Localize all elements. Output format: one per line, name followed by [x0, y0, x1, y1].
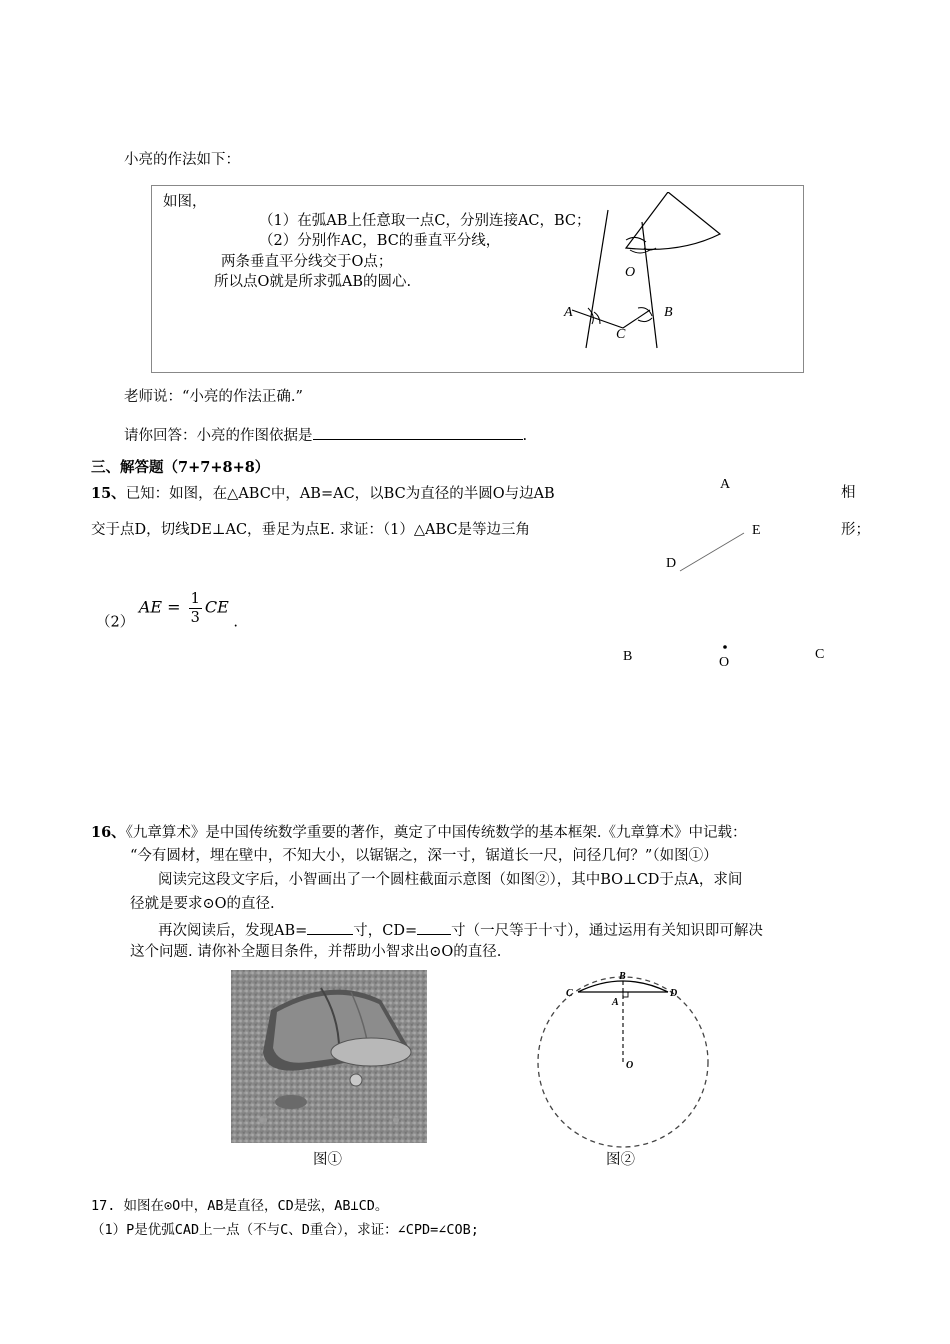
q15-number: 15、	[91, 485, 126, 502]
q16-line-6: 这个问题. 请你补全题目条件，并帮助小智求出⊙O的直径.	[130, 944, 502, 960]
formula-fraction	[189, 590, 202, 627]
fig15-label-d: D	[666, 556, 677, 571]
fig-label-a: A	[564, 305, 573, 320]
fig-label-o: O	[625, 265, 636, 280]
section-heading: 三、解答题（7+7+8+8）	[91, 459, 270, 476]
q16-line-1	[91, 824, 747, 842]
fig15-label-c: C	[815, 647, 825, 662]
circle-section-diagram	[530, 962, 720, 1152]
q15-part-2-suffix: .	[233, 614, 239, 631]
answer-blank[interactable]	[313, 425, 523, 440]
cd-blank[interactable]	[417, 920, 451, 935]
q16-line-3: 阅读完这段文字后，小智画出了一个圆柱截面示意图（如图②），其中BO⊥CD于点A，求间	[158, 872, 743, 888]
caption-figure-1: 图①	[313, 1152, 342, 1168]
teacher-comment: 老师说：“小亮的作法正确.”	[124, 389, 303, 405]
formula-rhs: CE	[204, 597, 229, 617]
triangle-figure	[615, 470, 855, 670]
q15-line-1	[91, 485, 555, 503]
q15-line-2: 交于点D，切线DE⊥AC，垂足为点E. 求证：（1）△ABC是等边三角	[91, 522, 530, 538]
box-line-1: （1）在弧AB上任意取一点C，分别连接AC，BC；	[259, 213, 591, 229]
q16-line-5-a: 再次阅读后，发现AB=	[158, 923, 308, 939]
ab-blank[interactable]	[307, 920, 353, 935]
construction-figure	[560, 192, 730, 354]
fig15-label-o: O	[719, 655, 730, 670]
fig2-label-b: B	[619, 971, 626, 982]
formula-lhs: AE =	[138, 597, 186, 617]
fig2-label-c: C	[566, 988, 573, 999]
q16-line-5	[158, 920, 763, 940]
box-line-0: 如图，	[163, 194, 207, 210]
caption-figure-2: 图②	[606, 1152, 635, 1168]
box-line-3: 两条垂直平分线交于O点；	[221, 254, 393, 270]
fig15-label-b: B	[623, 649, 633, 664]
q15-line-1-text: 已知：如图，在△ABC中，AB=AC，以BC为直径的半圆O与边AB	[125, 486, 555, 502]
box-line-2: （2）分别作AC，BC的垂直平分线，	[259, 233, 501, 249]
q17-line-1: 17. 如图在⊙O中，AB是直径，CD是弦，AB⊥CD。	[91, 1198, 389, 1214]
question-14	[124, 425, 527, 445]
question-14-suffix: .	[522, 428, 528, 444]
q17-line-2: （1）P是优弧CAD上一点（不与C、D重合），求证：∠CPD=∠COB;	[91, 1222, 479, 1238]
q16-line-4: 径就是要求⊙O的直径.	[130, 896, 275, 912]
fraction-numerator: 1	[190, 591, 200, 607]
buried-log-photo	[231, 970, 427, 1143]
q15-line-2-end: 形；	[841, 522, 870, 538]
fig15-label-e: E	[752, 523, 761, 538]
fig-label-b: B	[664, 305, 673, 320]
construction-intro: 小亮的作法如下：	[124, 152, 240, 168]
fig2-label-a: A	[612, 997, 619, 1008]
q15-line-1-end: 相	[841, 485, 856, 501]
q16-line-5-c: 寸（一尺等于十寸），通过运用有关知识即可解决	[451, 923, 763, 939]
q16-line-5-b: 寸，CD=	[353, 923, 418, 939]
fig2-label-d: D	[670, 988, 678, 999]
q15-part-2-prefix: （2）	[96, 614, 135, 631]
fig2-label-o: O	[626, 1060, 634, 1071]
box-line-4: 所以点O就是所求弧AB的圆心.	[214, 274, 412, 290]
fig-label-c: C	[616, 327, 626, 342]
fraction-denominator: 3	[190, 610, 200, 626]
q16-number: 16、	[91, 824, 126, 841]
q15-part-2	[96, 590, 238, 632]
fig15-label-a: A	[720, 477, 731, 492]
q16-line-1-text: 《九章算术》是中国传统数学重要的著作，奠定了中国传统数学的基本框架.《九章算术》中记载：	[125, 825, 747, 841]
question-14-prefix: 请你回答：小亮的作图依据是	[124, 428, 313, 444]
q16-line-2: “今有圆材，埋在壁中，不知大小，以锯锯之，深一寸，锯道长一尺，问径几何？”（如图①）	[130, 848, 718, 864]
